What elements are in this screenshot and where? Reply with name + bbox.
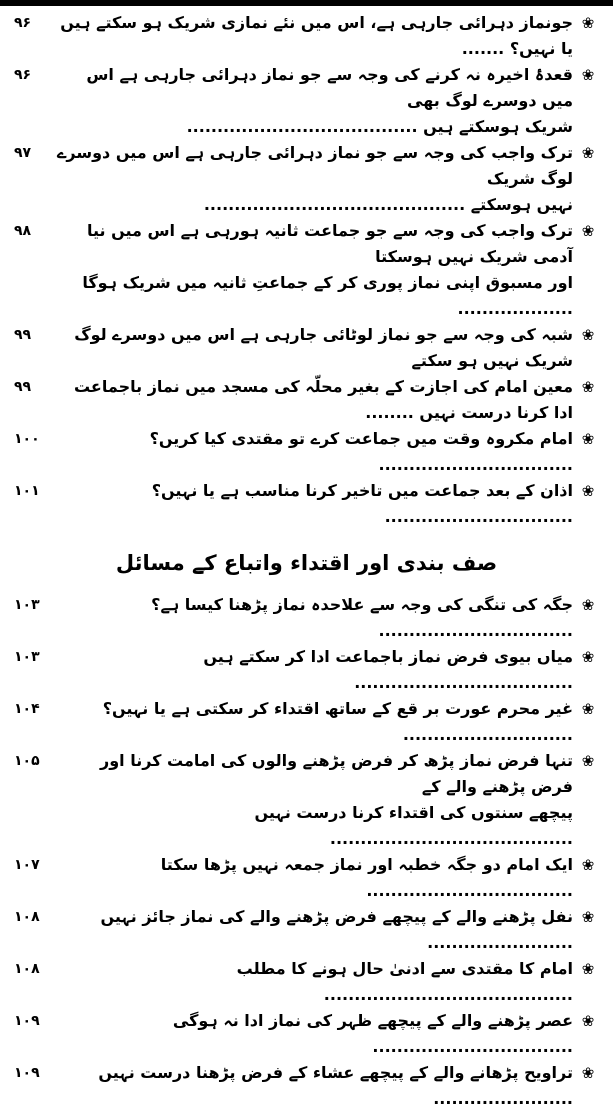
flower-bullet-icon: ❀	[581, 752, 595, 770]
flower-bullet-icon: ❀	[581, 596, 595, 614]
page-number: ۹۷	[14, 145, 32, 161]
flower-bullet-icon: ❀	[581, 378, 595, 396]
entry-line: ایک امام دو جگہ خطبہ اور نماز جمعہ نہیں پڑھا سکتا ..................................	[160, 855, 573, 900]
entry-text	[54, 696, 577, 748]
page-number: ۱۰۴	[14, 701, 40, 717]
flower-bullet-icon: ❀	[581, 960, 595, 978]
flower-bullet-icon: ❀	[581, 1064, 595, 1082]
entry-text	[54, 1060, 577, 1112]
entry-line: امام مکروہ وقت میں جماعت کرے تو مقتدی کیا کریں؟ ................................	[149, 429, 573, 474]
entry-line: عصر پڑھنے والے کے پیچھے ظہر کی نماز ادا نہ ہوگی .................................	[172, 1011, 573, 1056]
toc-section-1	[14, 10, 599, 530]
entry-line: معین امام کی اجازت کے بغیر محلّہ کی مسجد میں نماز باجماعت ادا کرنا درست نہیں ........	[73, 377, 573, 422]
flower-bullet-icon: ❀	[581, 66, 595, 84]
entry-line: ترک واجب کی وجہ سے جو نماز دہرائی جارہی ہے اس میں دوسرے لوگ شریک	[57, 143, 573, 188]
toc-entry	[14, 852, 599, 904]
entry-line: قعدۂ اخیرہ نہ کرنے کی وجہ سے جو نماز دہرائی جارہی ہے اس میں دوسرے لوگ بھی	[86, 65, 573, 110]
entry-text	[54, 322, 577, 374]
toc-entry	[14, 374, 599, 426]
page-number: ۱۰۵	[14, 753, 40, 769]
flower-bullet-icon: ❀	[581, 326, 595, 344]
page-number: ۹۶	[14, 15, 32, 31]
page-number: ۱۰۸	[14, 961, 40, 977]
toc-entry	[14, 478, 599, 530]
flower-bullet-icon: ❀	[581, 144, 595, 162]
entry-line: پیچھے سنتوں کی اقتداء کرنا درست نہیں ........................................	[254, 803, 573, 848]
page-number: ۱۰۱	[14, 483, 40, 499]
entry-text	[54, 140, 577, 218]
page-number: ۹۸	[14, 223, 32, 239]
entry-line: جونماز دہرائی جارہی ہے، اس میں نئے نمازی شریک ہو سکتے ہیں یا نہیں؟ .......	[60, 13, 573, 58]
entry-line: غیر محرم عورت بر قع کے ساتھ اقتداء کر سکتی ہے یا نہیں؟ ............................	[102, 699, 573, 744]
entry-text	[54, 62, 577, 140]
toc-entry	[14, 62, 599, 140]
entry-text	[54, 1008, 577, 1060]
flower-bullet-icon: ❀	[581, 430, 595, 448]
page-number: ۱۰۳	[14, 649, 40, 665]
top-border-rule	[0, 0, 613, 6]
page-number: ۹۹	[14, 379, 32, 395]
entry-line: نہیں ہوسکتے ...........................................	[203, 195, 573, 214]
entry-line: نفل پڑھنے والے کے پیچھے فرض پڑھنے والے کی نماز جائز نہیں ........................	[100, 907, 573, 952]
entry-text	[54, 592, 577, 644]
entry-line: تراویح پڑھانے والے کے پیچھے عشاء کے فرض پڑھنا درست نہیں .......................	[98, 1063, 573, 1108]
entry-line: شبہ کی وجہ سے جو نماز لوٹائی جارہی ہے اس میں دوسرے لوگ شریک نہیں ہو سکتے	[74, 325, 573, 370]
entry-line: شریک ہوسکتے ہیں ......................................	[186, 117, 573, 136]
toc-entry	[14, 956, 599, 1008]
entry-text	[54, 852, 577, 904]
entry-line: ترک واجب کی وجہ سے جو جماعت ثانیہ ہورہی ہے اس میں نیا آدمی شریک نہیں ہوسکتا	[86, 221, 573, 266]
toc-entry	[14, 218, 599, 322]
toc-section-2	[14, 592, 599, 1112]
entry-line: تنہا فرض نماز پڑھ کر فرض پڑھنے والوں کی امامت کرنا اور فرض پڑھنے والے کے	[99, 751, 573, 796]
toc-entry	[14, 322, 599, 374]
entry-line: جگہ کی تنگی کی وجہ سے علاحدہ نماز پڑھنا کیسا ہے؟ ................................	[151, 595, 573, 640]
entry-text	[54, 904, 577, 956]
table-of-contents	[14, 10, 599, 1108]
entry-text	[54, 10, 577, 62]
entry-line: میاں بیوی فرض نماز باجماعت ادا کر سکتے ہیں ....................................	[203, 647, 573, 692]
toc-entry	[14, 748, 599, 852]
toc-entry	[14, 426, 599, 478]
toc-entry	[14, 10, 599, 62]
flower-bullet-icon: ❀	[581, 856, 595, 874]
flower-bullet-icon: ❀	[581, 700, 595, 718]
page-number: ۱۰۰	[14, 431, 40, 447]
entry-text	[54, 478, 577, 530]
toc-entry	[14, 904, 599, 956]
entry-text	[54, 218, 577, 322]
page-number: ۱۰۳	[14, 597, 40, 613]
entry-text	[54, 748, 577, 852]
entry-line: اذان کے بعد جماعت میں تاخیر کرنا مناسب ہے یا نہیں؟ ...............................	[151, 481, 573, 526]
entry-line: اور مسبوق اپنی نماز پوری کر کے جماعتِ ثانیہ میں شریک ہوگا ...................	[82, 273, 573, 318]
entry-text	[54, 644, 577, 696]
page-number: ۱۰۸	[14, 909, 40, 925]
page-number: ۱۰۹	[14, 1065, 40, 1081]
flower-bullet-icon: ❀	[581, 482, 595, 500]
toc-entry	[14, 1008, 599, 1060]
flower-bullet-icon: ❀	[581, 222, 595, 240]
entry-text	[54, 956, 577, 1008]
page-number: ۱۰۹	[14, 1013, 40, 1029]
page-number: ۱۰۷	[14, 857, 40, 873]
section-heading: صف بندی اور اقتداء واتباع کے مسائل	[115, 551, 498, 575]
toc-entry	[14, 592, 599, 644]
page-number: ۹۹	[14, 327, 32, 343]
flower-bullet-icon: ❀	[581, 1012, 595, 1030]
toc-entry	[14, 1060, 599, 1112]
flower-bullet-icon: ❀	[581, 14, 595, 32]
flower-bullet-icon: ❀	[581, 648, 595, 666]
page-number: ۹۶	[14, 67, 32, 83]
toc-entry	[14, 644, 599, 696]
flower-bullet-icon: ❀	[581, 908, 595, 926]
entry-text	[54, 374, 577, 426]
toc-entry	[14, 696, 599, 748]
toc-entry	[14, 140, 599, 218]
entry-line: امام کا مقتدی سے ادنیٰ حال ہونے کا مطلب .........................................	[236, 959, 573, 1004]
entry-text	[54, 426, 577, 478]
